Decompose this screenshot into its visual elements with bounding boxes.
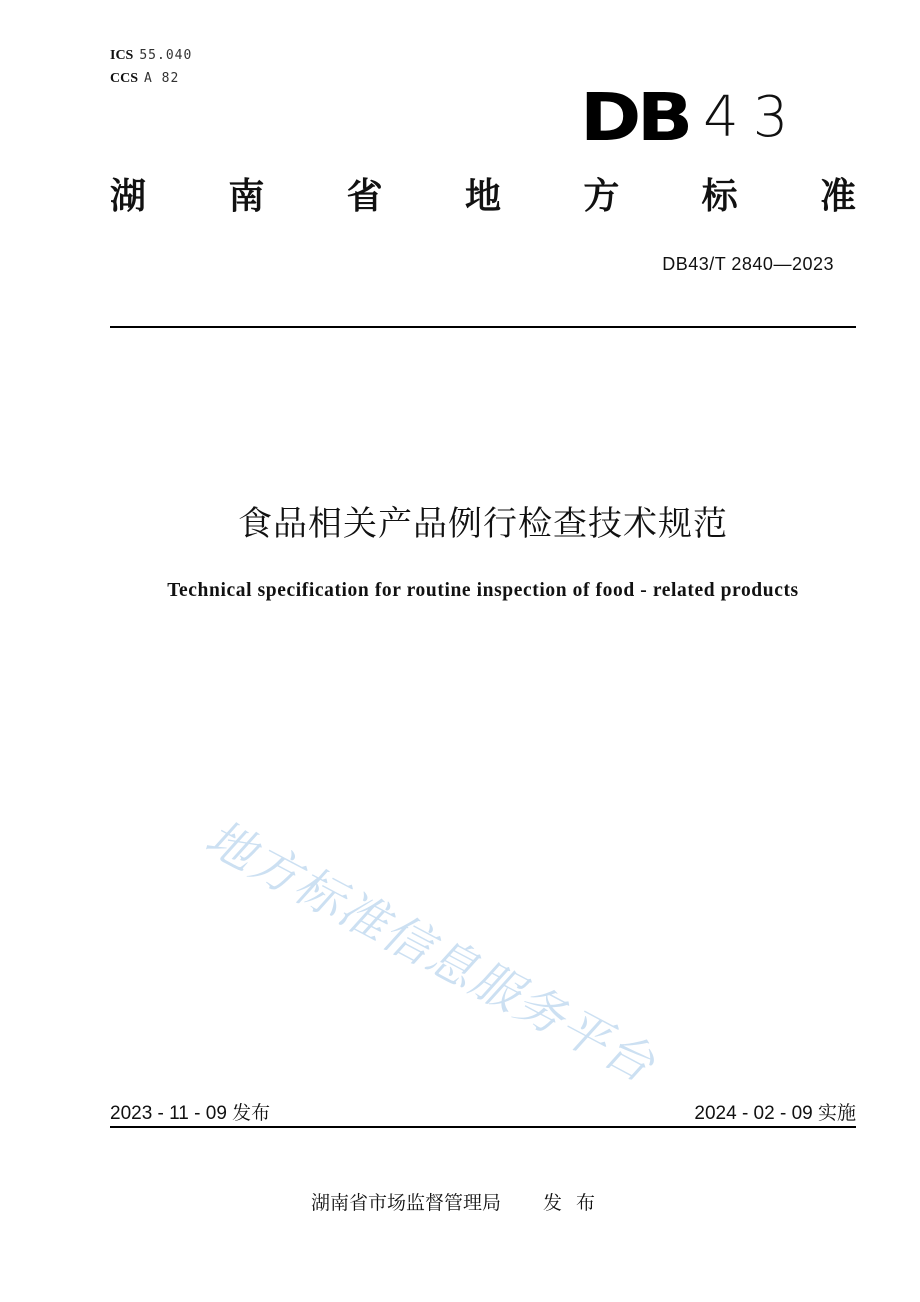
implement-date: 2024 - 02 - 09 实施 [694,1103,856,1124]
issuer-name: 湖南省市场监督管理局 [310,1192,501,1214]
ics-value: 55.040 [139,48,193,63]
classification-codes [110,44,192,90]
standard-type-char: 方 [583,176,620,217]
db-mark: DB [580,79,689,156]
standard-code: DB43/T 2840—2023 [662,254,834,274]
db-number: 43 [703,85,803,150]
bottom-divider [110,1126,856,1128]
ccs-row [110,67,192,90]
publish-date: 2023 - 11 - 09 发布 [110,1103,271,1124]
issuer-line [0,1188,920,1215]
standard-type-char: 地 [464,176,501,217]
ccs-label: CCS [110,71,139,86]
standard-type-heading [110,172,856,222]
standard-type-char: 标 [701,176,738,217]
document-title-en: Technical specification for routine inspection of food - related products [167,580,799,601]
ccs-value: A 82 [144,71,180,86]
top-divider [110,326,856,328]
standard-type-char: 准 [819,176,856,217]
db43-logo [580,79,803,156]
ics-label: ICS [110,48,134,63]
watermark: 地方标准信息服务平台 [196,809,665,1094]
standard-type-char: 省 [346,176,383,217]
standard-type-char: 湖 [110,176,147,217]
document-title-cn: 食品相关产品例行检查技术规范 [238,504,728,544]
ics-row [110,44,192,67]
standard-type-char: 南 [228,176,265,217]
issuer-action: 发布 [543,1192,610,1214]
